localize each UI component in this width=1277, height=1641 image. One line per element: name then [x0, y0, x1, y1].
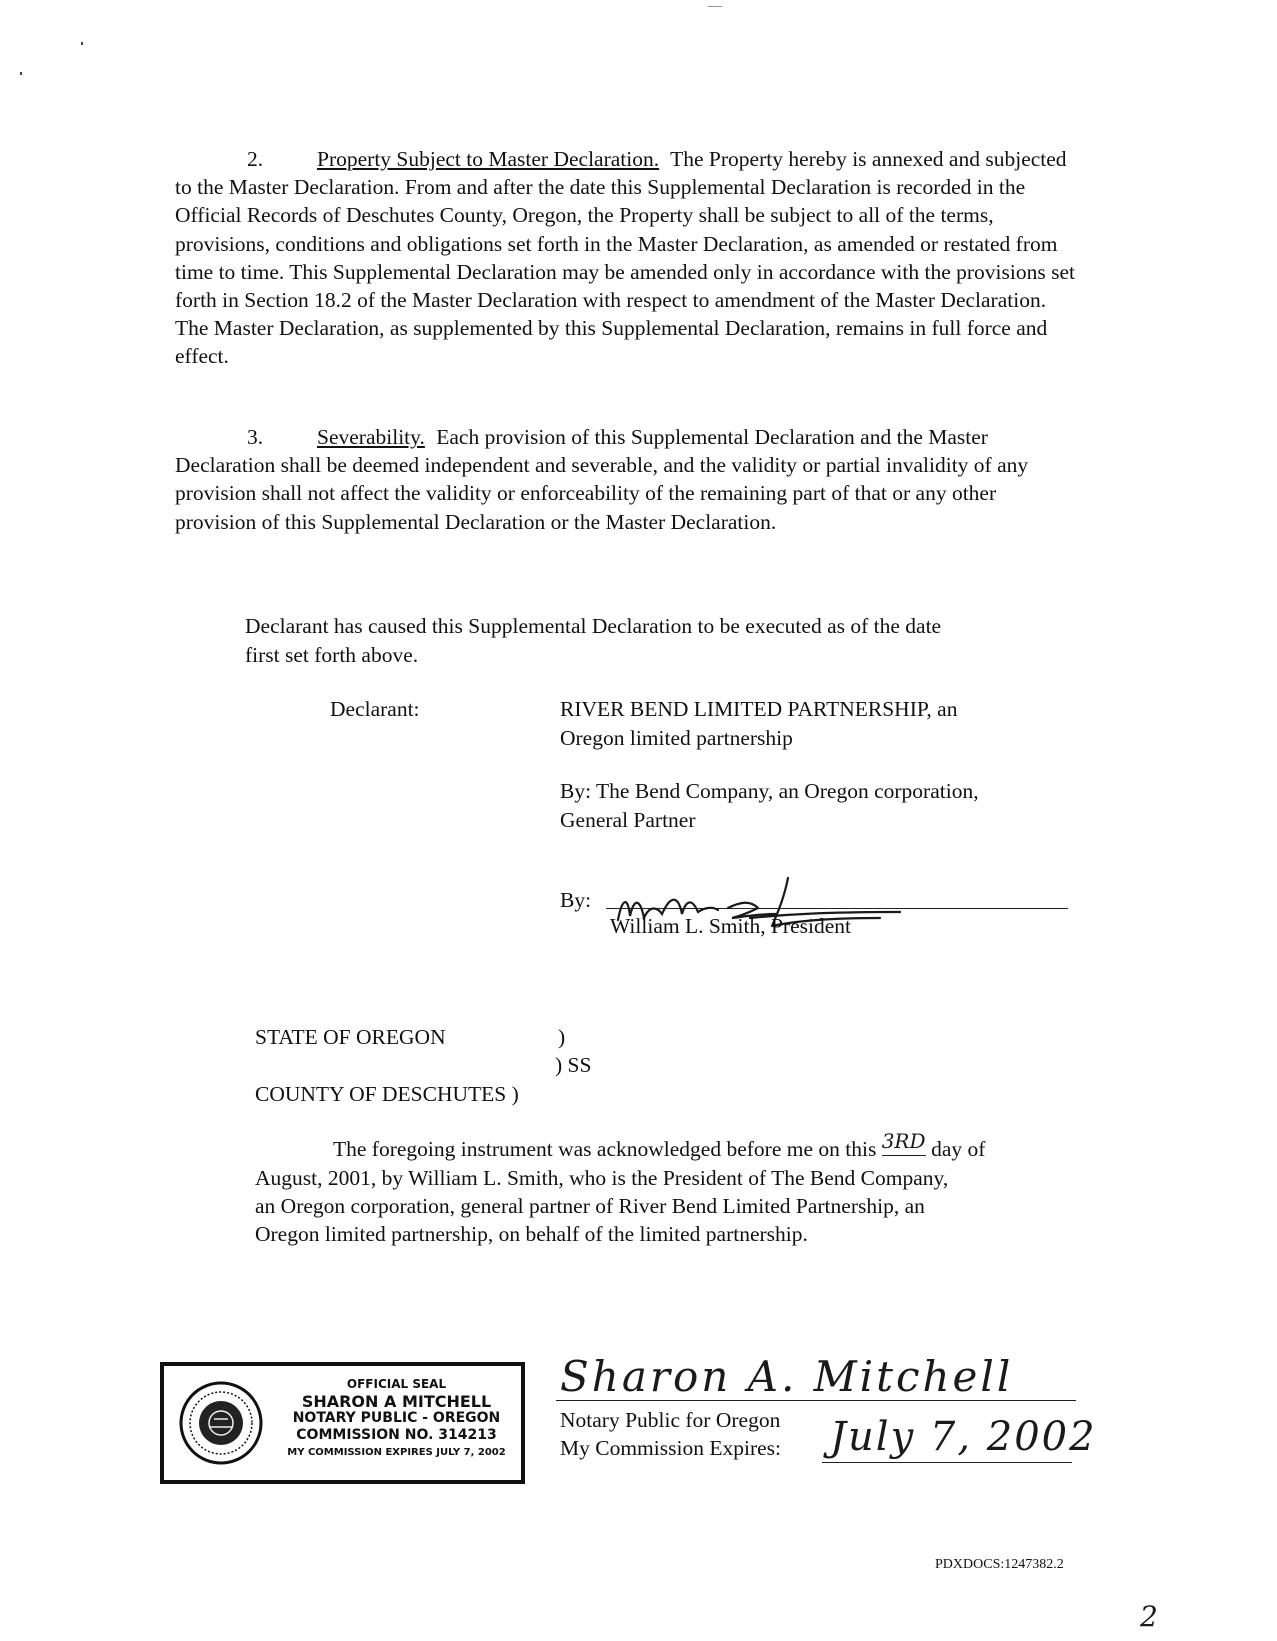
- declarant-label: Declarant:: [330, 697, 420, 721]
- declarant-entity-line-2: Oregon limited partnership: [560, 726, 793, 750]
- seal-line-notary: NOTARY PUBLIC - OREGON: [292, 1410, 501, 1426]
- venue-ss: ) SS: [555, 1053, 592, 1077]
- notary-seal-stamp: [160, 1362, 525, 1484]
- seal-line-name: SHARON A MITCHELL: [301, 1392, 492, 1411]
- section-3-number: 3.: [247, 425, 264, 449]
- section-2-body: The Property hereby is annexed and subjected to the Master Declaration. From and after the date this Supplemental Declaration is recorded in the Official Records of Deschutes County, Oregon, the Property shall be subject to all of the terms, provisions, conditions and obligations set forth in the Master Declaration, as amended or restated from time to time. This Supplemental Declaration may be amended only in accordance with the provisions set forth in Section 18.2 of the Master Declaration with respect to amendment of the Master Declaration. The Master Declaration, as supplemented by this Supplemental Declaration, remains in full force and effect.: [175, 147, 1075, 369]
- seal-line-official: OFFICIAL SEAL: [346, 1377, 447, 1391]
- section-2-paragraph: [175, 145, 1080, 371]
- seal-emblem-icon: [178, 1380, 264, 1466]
- by-signature-label: By:: [560, 888, 592, 912]
- commission-expires-handwritten: July 7, 2002: [830, 1414, 1097, 1460]
- section-2-number: 2.: [247, 147, 264, 171]
- document-id-footer: PDXDOCS:1247382.2: [935, 1557, 1064, 1572]
- notary-signature-handwritten: Sharon A. Mitchell: [560, 1352, 1014, 1401]
- acknowledgment-line-3: an Oregon corporation, general partner of River Bend Limited Partnership, an: [255, 1194, 925, 1218]
- venue-county: COUNTY OF DESCHUTES ): [255, 1082, 519, 1106]
- acknowledgment-line-1-pre: The foregoing instrument was acknowledged before me on this: [333, 1137, 877, 1161]
- declarant-entity-line-1: RIVER BEND LIMITED PARTNERSHIP, an: [560, 697, 958, 721]
- section-3-title: Severability.: [317, 425, 425, 449]
- notary-signature-line: [556, 1400, 1076, 1401]
- commission-expires-line: [822, 1462, 1072, 1463]
- notary-title: Notary Public for Oregon: [560, 1408, 781, 1432]
- venue-state-paren: ): [558, 1025, 566, 1049]
- scan-speck: [81, 42, 83, 45]
- scan-speck: [708, 6, 722, 7]
- section-3-paragraph: [175, 423, 1080, 536]
- commission-expires-label: My Commission Expires:: [560, 1436, 781, 1460]
- acknowledgment-line-1-post: day of: [931, 1137, 986, 1161]
- execution-statement-line-2: first set forth above.: [245, 643, 419, 667]
- seal-line-commission: COMMISSION NO. 314213: [296, 1427, 497, 1443]
- acknowledgment-line-2: August, 2001, by William L. Smith, who is the President of The Bend Company,: [255, 1166, 949, 1190]
- acknowledgment-line-1: [333, 1129, 986, 1164]
- seal-line-expires: MY COMMISSION EXPIRES JULY 7, 2002: [287, 1447, 506, 1458]
- scan-speck: [20, 72, 22, 75]
- acknowledgment-line-4: Oregon limited partnership, on behalf of the limited partnership.: [255, 1222, 808, 1246]
- handwritten-page-mark: 2: [1140, 1600, 1158, 1633]
- signer-name-title: William L. Smith, President: [610, 914, 851, 938]
- by-general-partner-line-2: General Partner: [560, 808, 696, 832]
- execution-statement-line-1: Declarant has caused this Supplemental Declaration to be executed as of the date: [245, 614, 942, 638]
- seal-text-block: [274, 1376, 519, 1461]
- acknowledgment-day-handwritten: 3RD: [882, 1127, 926, 1156]
- by-general-partner-line-1: By: The Bend Company, an Oregon corporation,: [560, 779, 979, 803]
- venue-state: STATE OF OREGON: [255, 1025, 446, 1049]
- section-3-body: Each provision of this Supplemental Declaration and the Master Declaration shall be deemed independent and severable, and the validity or partial invalidity of any provision shall not affect the validity or enforceability of the remaining part of that or any other provision of this Supplemental Declaration or the Master Declaration.: [175, 425, 1029, 534]
- section-2-title: Property Subject to Master Declaration.: [317, 147, 660, 171]
